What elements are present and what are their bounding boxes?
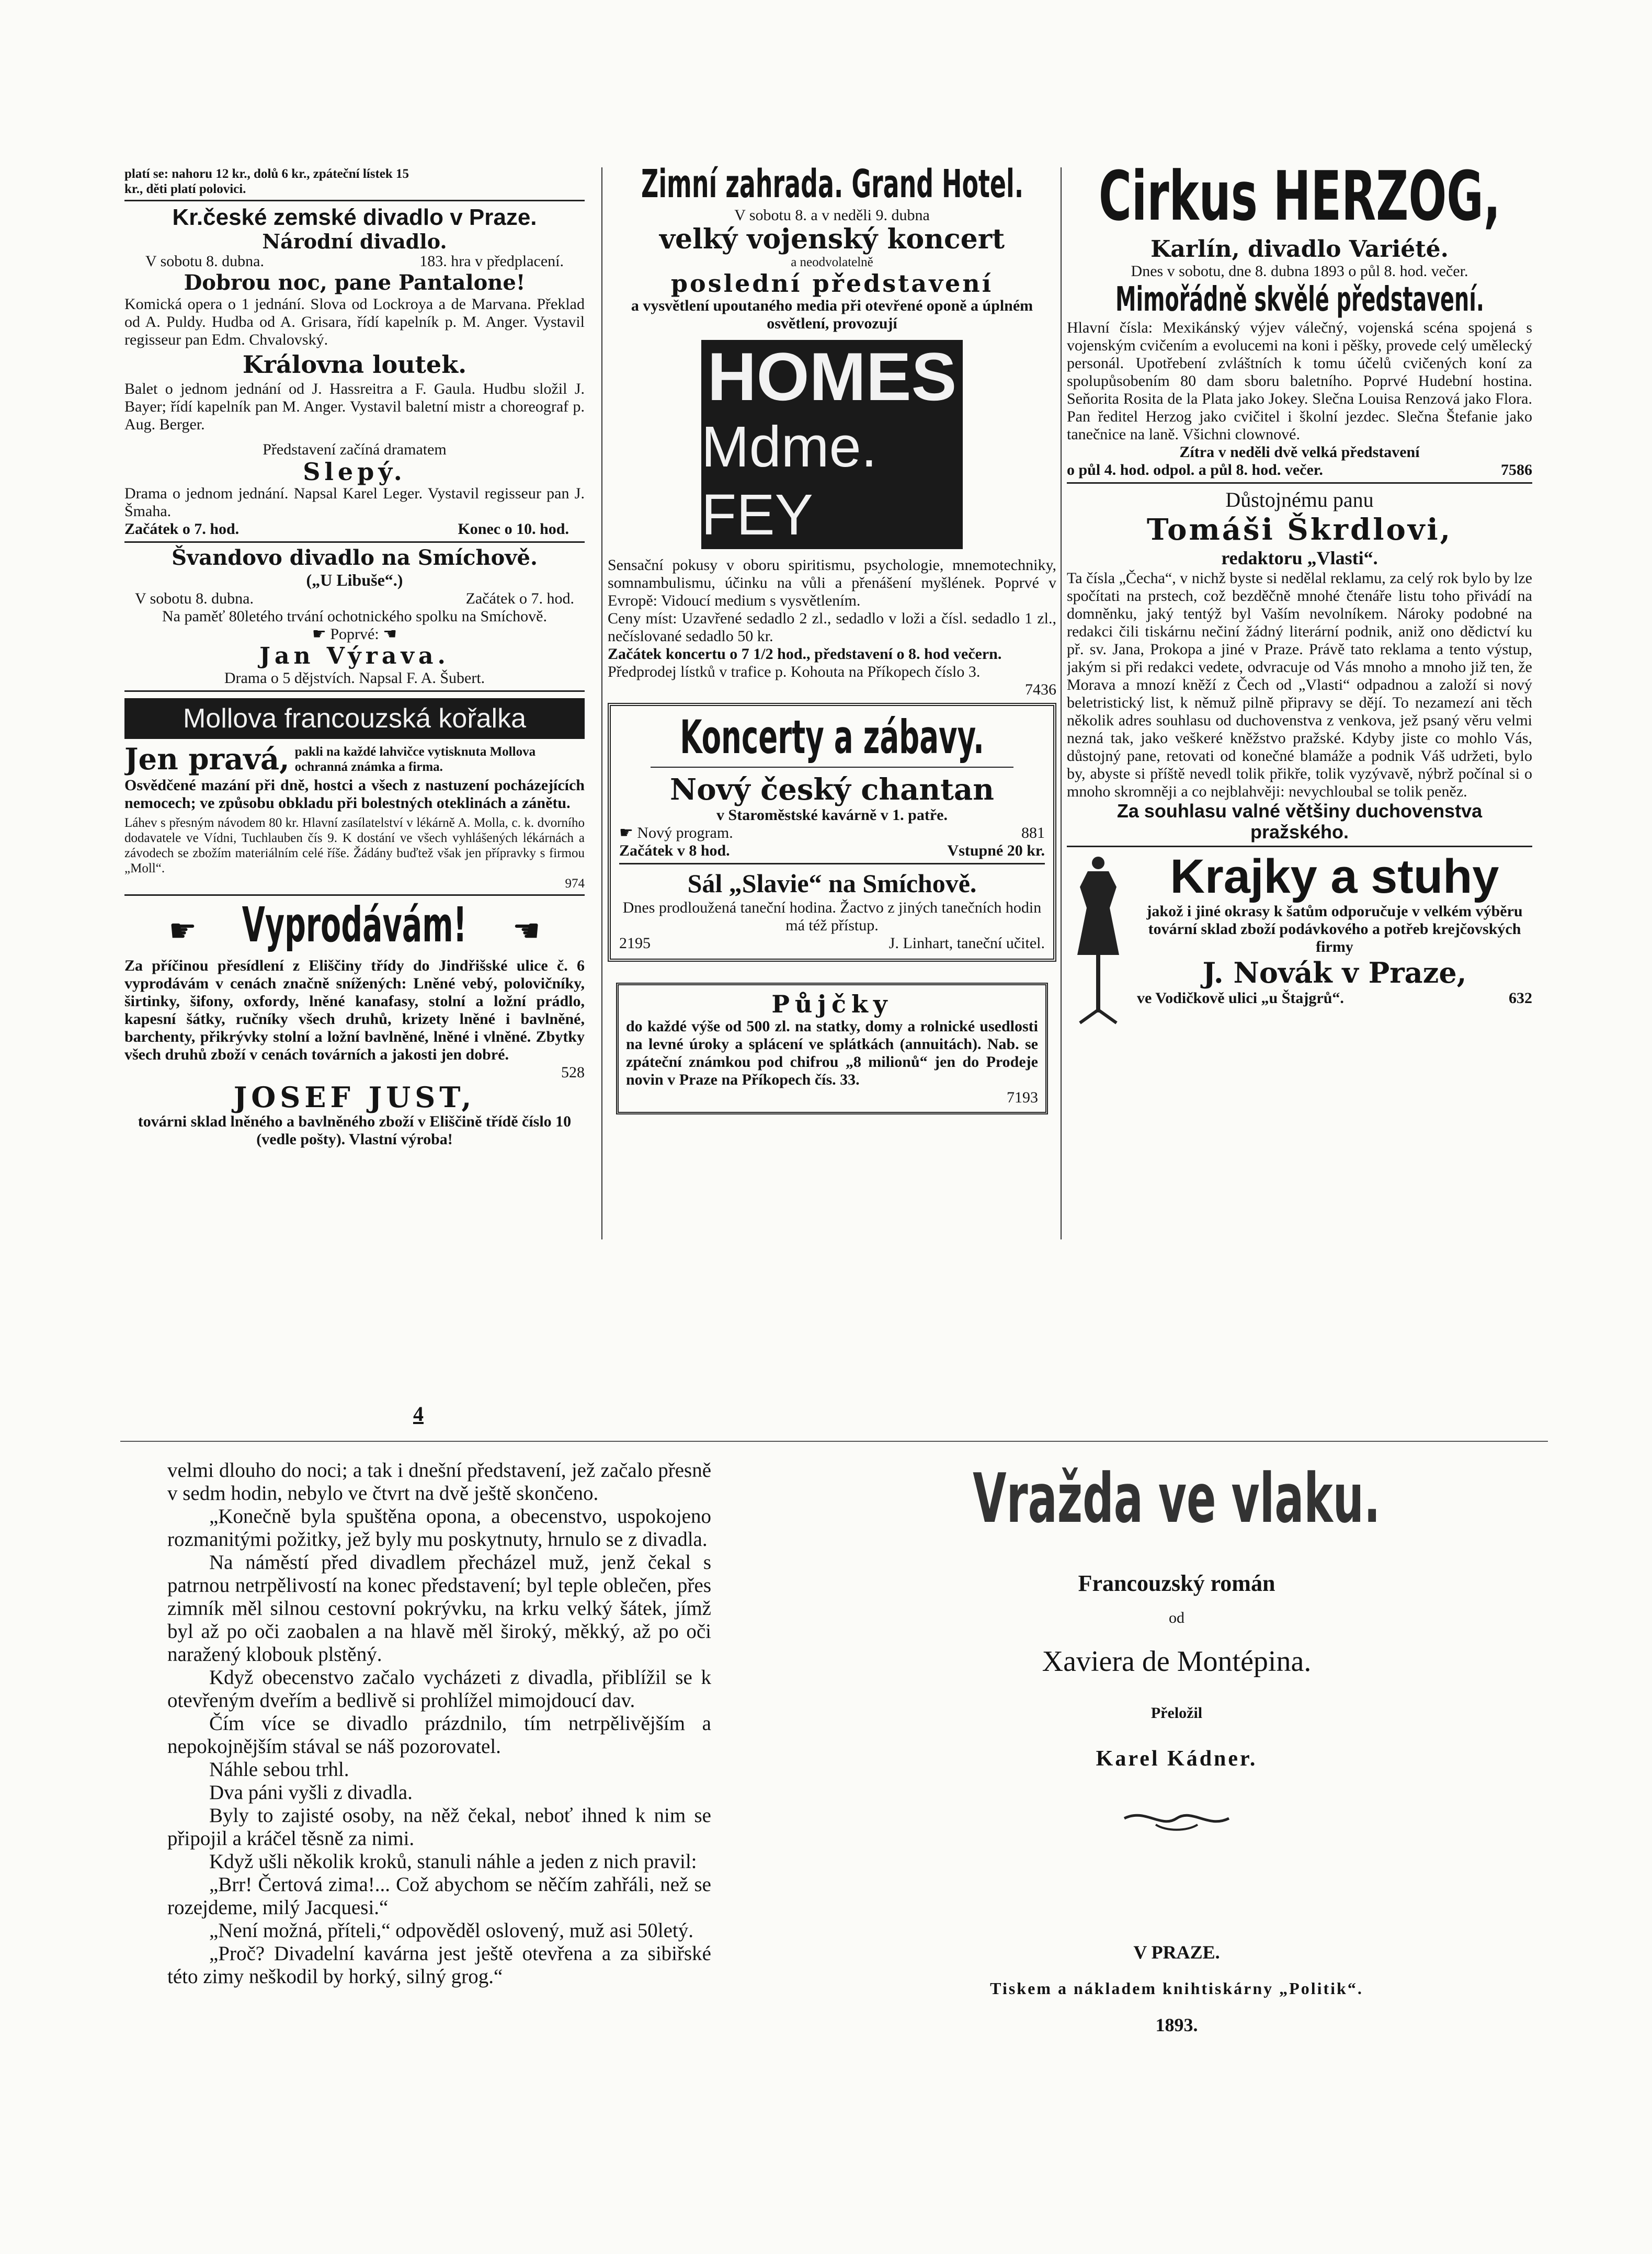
moll-text: Osvědčené mazání při dně, hostci a všech z nastuzení pocházejících nemocech; ve způsobu obkladu při bolestných oteklinách a zánětu. bbox=[124, 777, 585, 812]
sale-text: Za příčinou přesídlení z Eliščiny třídy do Jindřišské ulice č. 6 vyprodávám v cenách značně snížených: Lněné vebý, polovičníky, širtinky, šifony, oxfordy, lněné kanafasy, stolní a ložní prádlo, kapesní šátky, ručníky všech druhů, krizety lněné i bavlněné, barchenty, přikrývky stolní a ložní bavlněné, lněné i vlněné. Zbytky všech druhů zboží v cenách továrních a jakosti jen dobré. bbox=[124, 957, 585, 1063]
ad-number: 632 bbox=[1509, 989, 1532, 1007]
event-description: Sensační pokusy v oboru spiritismu, psychologie, mnemotechniky, somnambulismu, účinku na vůli a přenášení myšlének. Poprvé v Evropě: Vidoucí medium s vysvětlením. bbox=[608, 556, 1056, 609]
event-tomorrow: Zítra v neděli dvě velká představení bbox=[1179, 443, 1420, 461]
play-intro: Představení začíná dramatem bbox=[263, 441, 447, 458]
event-title: Mimořádně skvělé představení. bbox=[1115, 280, 1484, 319]
event-note: a neodvolatelně bbox=[791, 255, 873, 269]
play-description: Drama o jednom jednání. Napsal Karel Leger. Vystavil regisseur pan J. Šmaha. bbox=[124, 485, 585, 520]
play-description: Komická opera o 1 jednání. Slova od Lockroya a de Marvana. Překlad od A. Puldy. Hudba od A. Grisara, řídí kapelník p. M. Anger. Vystavil regisseur pan Edm. Chvalovský. bbox=[124, 295, 585, 348]
play-title: Dobrou noc, pane Pantalone! bbox=[184, 270, 526, 295]
book-printer: Tiskem a nákladem knihtiskárny „Politik“. bbox=[990, 1979, 1363, 1998]
letter-recipient: Tomáši Škrdlovi, bbox=[1146, 513, 1453, 547]
ad-number: 7436 bbox=[1025, 681, 1056, 698]
pointing-hand-icon: ☚ bbox=[379, 625, 397, 643]
theatre-subtitle: („U Libuše“.) bbox=[306, 571, 403, 589]
ornament-icon bbox=[1119, 1803, 1234, 1834]
entry-price: Vstupné 20 kr. bbox=[947, 842, 1045, 859]
poster-line: Mdme. FEY bbox=[701, 415, 878, 547]
ad-number: 974 bbox=[565, 876, 585, 891]
loans-title: Půjčky bbox=[771, 990, 893, 1018]
event-title: Sál „Slavie“ na Smíchově. bbox=[687, 869, 977, 898]
concerts-box bbox=[608, 703, 1056, 962]
signature: J. Linhart, taneční učitel. bbox=[888, 935, 1045, 952]
story-paragraph: Když obecenstvo začalo vycházeti z divadla, přiblížil se k otevřeným dveřím a bedlivě si prohlížel mimojdoucí dav. bbox=[167, 1666, 711, 1712]
date-left: V sobotu 8. dubna. bbox=[145, 253, 264, 270]
event-times: o půl 4. hod. odpol. a půl 8. hod. večer. bbox=[1067, 461, 1323, 479]
moll-fine-print: Láhev s přesným návodem 80 kr. Hlavní zasílatelství v lékárně A. Molla, c. k. dvorního dodavatele ve Vídni, Tuchlauben čís 9. K dostání ve všech vyhlášených lékárnách a závodech se zbožím materiálním celé říše. Žádány buďtež však jen přípravky s firmou „Moll“. bbox=[124, 816, 585, 875]
sale-headline: ☛ Vyprodávám! ☚ bbox=[168, 897, 541, 953]
venue-title: Karlín, divadlo Variété. bbox=[1150, 236, 1449, 263]
story-paragraph: Na náměstí před divadlem přecházel muž, jenž čekal s patrnou netrpělivostí na konec představení; byl teple oblečen, přes zimník měl silnou cestovní pokrývku, na krku velký šátek, jímž byl až po oči zaobalen a na hlavě měl široký, měkký, až po oči naražený klobouk plstěný. bbox=[167, 1551, 711, 1666]
story-paragraph: Náhle sebou trhl. bbox=[209, 1758, 349, 1781]
play-description: Drama o 5 dějstvích. Napsal F. A. Šubert. bbox=[224, 669, 485, 687]
lace-text: jakož i jiné okrasy k šatům odporučuje v velkém výběru tovární sklad zboží podávkového a potřeb krejčovských firmy bbox=[1146, 903, 1523, 955]
book-by: od bbox=[1169, 1609, 1184, 1626]
pointing-hand-icon: ☛ bbox=[312, 625, 331, 643]
page-number: 4 bbox=[413, 1402, 424, 1426]
play-description: Na paměť 80letého trvání ochotnického spolku na Smíchově. bbox=[162, 608, 547, 625]
pointing-hand-icon: ☛ bbox=[619, 824, 637, 841]
first-performance: ☛ Poprvé: ☚ bbox=[312, 625, 397, 643]
event-description: a vysvětlení upoutaného media při otevřené oponě a úplném osvětlení, provozují bbox=[631, 297, 1033, 332]
upper-rule bbox=[120, 1441, 1548, 1442]
venue-title: Zimní zahrada. Grand Hotel. bbox=[641, 162, 1024, 207]
book-translated-by: Přeložil bbox=[1150, 1704, 1203, 1722]
event-description: Dnes prodloužená taneční hodina. Žactvo z jiných tanečních hodin má též přístup. bbox=[622, 899, 1042, 934]
merchant-address: ve Vodičkově ulici „u Štajgrů“. bbox=[1137, 989, 1344, 1007]
event-date: V sobotu 8. a v neděli 9. dubna bbox=[734, 207, 930, 224]
start-time: Začátek o 7. hod. bbox=[124, 520, 240, 538]
letter-signoff: Za souhlasu valné většiny duchovenstva pražského. bbox=[1116, 800, 1483, 843]
section-title: Koncerty a zábavy. bbox=[680, 710, 984, 764]
end-time: Konec o 10. hod. bbox=[458, 520, 569, 538]
story-paragraph: „Není možná, příteli,“ odpověděl oslovený, muž asi 50letý. bbox=[209, 1919, 694, 1942]
play-title: Jan Výrava. bbox=[259, 643, 450, 669]
start-time: Začátek v 8 hod. bbox=[619, 842, 730, 859]
story-paragraph: Dva páni vyšli z divadla. bbox=[209, 1781, 413, 1804]
theatre-subtitle: Národní divadlo. bbox=[262, 230, 447, 253]
ad-number: 528 bbox=[561, 1064, 585, 1081]
column-1 bbox=[124, 166, 585, 1244]
pointing-hand-icon: ☚ bbox=[504, 914, 541, 948]
story-paragraph: „Konečně byla spuštěna opona, a obecenstvo, uspokojeno rozmanitými požitky, jež byly mu poskytnuty, hrnulo se z divadla. bbox=[167, 1505, 711, 1551]
title-page bbox=[889, 1443, 1464, 2176]
lace-title: Krajky a stuhy bbox=[1170, 850, 1499, 903]
merchant-text: továrni sklad lněného a bavlněného zboží v Eliščině třídě číslo 10 (vedle pošty). Vlastní výroba! bbox=[138, 1113, 572, 1148]
merchant-name: JOSEF JUST, bbox=[233, 1080, 476, 1114]
ad-number: 881 bbox=[1021, 824, 1045, 841]
story-paragraph: Byly to zajisté osoby, na něž čekal, neboť ihned k nim se připojil a kráčel těsně za nimi. bbox=[167, 1804, 711, 1850]
merchant-name: J. Novák v Praze, bbox=[1202, 956, 1467, 989]
presale: Předprodej lístků v trafice p. Kohouta na Příkopech číslo 3. bbox=[608, 663, 981, 680]
story-paragraph: Když ušli několik kroků, stanuli náhle a jeden z nich pravil: bbox=[209, 1850, 697, 1873]
story-column bbox=[167, 1459, 711, 2191]
event-date: Dnes v sobotu, dne 8. dubna 1893 o půl 8. hod. večer. bbox=[1131, 263, 1468, 280]
book-year: 1893. bbox=[1155, 2014, 1198, 2035]
event-title: velký vojenský koncert bbox=[659, 223, 1005, 255]
book-author: Xaviera de Montépina. bbox=[1042, 1645, 1312, 1678]
story-paragraph: „Brr! Čertová zima!... Což abychom se něčím zahřáli, než se rozejdeme, milý Jacquesi.“ bbox=[167, 1873, 711, 1919]
play-description: Balet o jednom jednání od J. Hassreitra a F. Gaula. Hudbu složil J. Bayer; řídí kapelník pan M. Anger. Vystavil baletní mistr a choreograf p. Aug. Berger. bbox=[124, 380, 585, 433]
event-description: Hlavní čísla: Mexikánský výjev válečný, vojenská scéna spojená s vojenským cvičením a evolucemi na koni i pěšky, provede celý umělecký personál. Upotřebení zvláštních k tomu účelů cvičených koní za spolupůsobením 80 dam sboru baletního. Poprvé Hudební hostina. Seňorita Rosita de la Plata jako Jokey. Slečna Louisa Renzová jako Flora. Pan ředitel Herzog jako cvičitel i školní jezdec. Slečna Štefanie jako tanečnice na laně. Všichni clownové. bbox=[1067, 319, 1532, 443]
column-3 bbox=[1067, 157, 1532, 1245]
loans-box bbox=[616, 983, 1048, 1114]
start-time: Začátek koncertu o 7 1/2 hod., představení o 8. hod večern. bbox=[608, 645, 1002, 663]
play-title: Slepý. bbox=[303, 458, 406, 486]
ad-number: 7586 bbox=[1501, 461, 1532, 479]
new-program: ☛ Nový program. bbox=[619, 824, 733, 841]
date-right: 183. hra v předplacení. bbox=[419, 253, 564, 270]
book-genre: Francouzský román bbox=[1078, 1570, 1275, 1596]
story-paragraph: Čím více se divadlo prázdnilo, tím netrpělivějším a nepokojnějším stával se náš pozorovatel. bbox=[167, 1712, 711, 1758]
story-paragraph: „Proč? Divadelní kavárna jest ještě otevřena a za sibiřské této zimy neškodil by horký, silný grog.“ bbox=[167, 1942, 711, 1988]
date-left: V sobotu 8. dubna. bbox=[135, 590, 254, 607]
moll-note: pakli na každé lahvičce vytisknuta Mollova ochranná známka a firma. bbox=[294, 745, 536, 774]
moll-banner: Mollova francouzská kořalka bbox=[124, 698, 585, 739]
book-translator: Karel Kádner. bbox=[1096, 1747, 1258, 1771]
column-divider-1 bbox=[601, 167, 602, 1239]
event-title: poslední představení bbox=[670, 269, 994, 298]
ad-number: 7193 bbox=[1007, 1089, 1038, 1106]
theatre-title: Švandovo divadlo na Smíchově. bbox=[172, 545, 538, 570]
column-2 bbox=[608, 162, 1056, 1245]
book-title: Vražda ve vlaku. bbox=[973, 1459, 1381, 1538]
event-title: Nový český chantan bbox=[670, 772, 994, 807]
book-city: V PRAZE. bbox=[1133, 1942, 1220, 1963]
start-time: Začátek o 7. hod. bbox=[465, 590, 574, 607]
event-location: v Staroměstské kavárně v 1. patře. bbox=[716, 806, 948, 824]
play-title: Královna loutek. bbox=[242, 350, 467, 379]
letter-role: redaktoru „Vlasti“. bbox=[1221, 548, 1378, 568]
lace-ad bbox=[1067, 850, 1532, 1028]
moll-headline: Jen pravá, bbox=[124, 742, 290, 777]
theatre-title: Kr.české zemské divadlo v Praze. bbox=[172, 204, 537, 230]
column-divider-2 bbox=[1061, 167, 1062, 1239]
ticket-prices: Ceny míst: Uzavřené sedadlo 2 zl., sedadlo v loži a čísl. sedadlo 1 zl., nečíslované sedadlo 50 kr. bbox=[608, 610, 1056, 645]
poster-line: HOMES bbox=[707, 338, 957, 415]
circus-title: Cirkus HERZOG, bbox=[1098, 157, 1501, 236]
loans-text: do každé výše od 500 zl. na statky, domy a rolnické usedlosti na levné úroky a splácení ve splátkách (annuitách). Nab. se zpáteční známkou pod chifrou „8 milionů“ jen do Prodeje novin v Praze na Příkopech čís. 33. bbox=[626, 1018, 1038, 1088]
story-paragraph: velmi dlouho do noci; a tak i dnešní představení, jež začalo přesně v sedm hodin, nebylo ve čtvrt na dvě ještě skončeno. bbox=[167, 1459, 711, 1505]
dress-form-icon bbox=[1067, 850, 1130, 1028]
letter-greeting: Důstojnému panu bbox=[1225, 488, 1374, 511]
ad-number: 2195 bbox=[619, 935, 651, 952]
poster-image bbox=[701, 340, 963, 549]
prices-line: platí se: nahoru 12 kr., dolů 6 kr., zpáteční lístek 15 kr., děti platí polovici. bbox=[124, 167, 409, 196]
letter-body: Ta čísla „Čecha“, v nichž byste si nedělal reklamu, za celý rok bylo by lze spočítati na prstech, což bezděčně mnohé čtenáře listu toho přivádí na domněnku, jaký tentýž byl Vaším nevolníkem. Nároky podobné na redakci čili tiskárnu nečiní žádný literární podnik, aniž ono dědictví ku př. sv. Jana, Prokopa a jiné v Praze. Právě tato reklama a tento výstup, jakým si při redakci vedete, odvracuje od Vás mnoho a mnoho již ten, že Morava a mnozí kněží z Čech od „Vlasti“ odpadnou a založí si nový beletristický list, k němuž pilně připravy se dějí. To nezamezí ani těch několik adres souhlasu od duchovenstva z venkova, jež psaný věru velmi nezná tak, jako veškeré kněžstvo pražské. Kdyby jiste co mohlo Vás, důstojný pane, retovati od konečné blamáže a podnik Váš udržeti, bylo by, abyste si příště nevedl tolik přikře, tolik vyzývavě, nýbrž počínal si o mnoho skromněji a co nejblahvěji: nevychloubal se tolik peněz. bbox=[1067, 570, 1532, 800]
pointing-hand-icon: ☛ bbox=[168, 914, 205, 948]
